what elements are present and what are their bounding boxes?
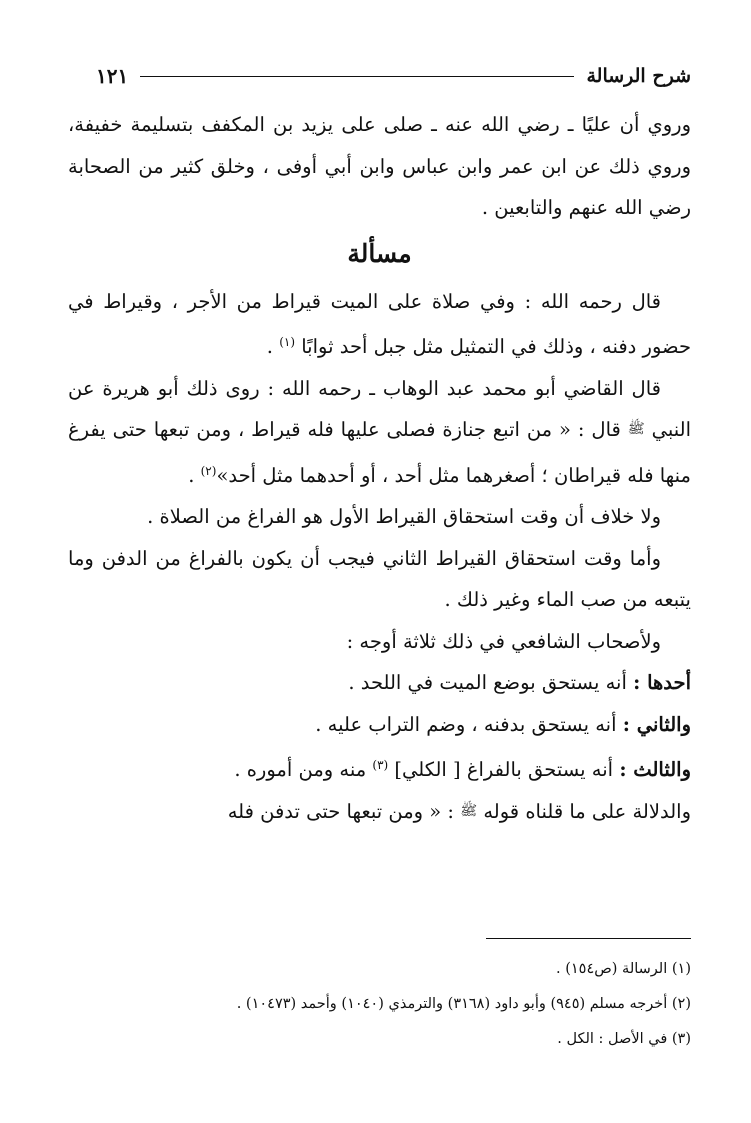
text-line: من الصحابة رضي الله عنهم والتابعين . — [68, 154, 691, 219]
point-text: أنه يستحق بالفراغ [ الكلي] — [394, 758, 614, 781]
paragraph-8 — [68, 704, 691, 746]
text-line: وما يتبعه من صب الماء وغير ذلك . — [68, 546, 691, 611]
footnote-1: (١) الرسالة (ص١٥٤) . — [555, 961, 691, 977]
text-line: حتى يفرغ منها فله قيراطان ؛ أصغرهما مثل أحد ، أو أحدهما مثل — [68, 418, 691, 487]
text-line: قال رحمه الله : وفي صلاة على الميت قيراط من الأجر ، وقيراط في — [68, 289, 661, 313]
text-line: حضور دفنه ، وذلك في التمثيل مثل جبل أحد ثوابًا — [301, 335, 691, 358]
paragraph-9 — [68, 745, 691, 791]
text-line: قال القاضي أبو محمد عبد الوهاب ـ رحمه الله : روى ذلك أبو هريرة — [102, 376, 661, 400]
text-line: عن النبي — [68, 376, 692, 441]
salla-ligature: ﷺ — [460, 802, 478, 819]
text-line: وأما وقت استحقاق القيراط الثاني فيجب أن يكون بالفراغ من الدفن — [101, 546, 661, 570]
text-line: قال : « من اتبع جنازة فصلى عليها فله قيراط ، ومن تبعها — [153, 418, 621, 441]
text-line: . — [188, 463, 195, 487]
salla-ligature: ﷺ — [627, 421, 645, 437]
paragraph-2 — [68, 281, 691, 368]
point-label: والثالث : — [619, 758, 691, 781]
text-line: والدلالة على ما قلناه قوله — [483, 799, 691, 823]
paragraph-6: ولأصحاب الشافعي في ذلك ثلاثة أوجه : — [346, 629, 661, 653]
point-text: منه ومن أموره . — [234, 758, 367, 781]
point-text: أنه يستحق بدفنه ، وضم التراب عليه . — [315, 712, 617, 736]
footnotes — [68, 952, 691, 1057]
footnote-2: (٢) أخرجه مسلم (٩٤٥) وأبو داود (٣١٦٨) والترمذي (١٠٤٠) وأحمد (١٠٤٧٣) . — [236, 996, 691, 1012]
text-line: خفيفة، وروي ذلك عن ابن عمر وابن عباس وابن أبي أوفى ، وخلق كثير — [68, 113, 691, 178]
footnote-3: (٣) في الأصل : الكل . — [557, 1031, 691, 1047]
footnote-ref-2: (٢) — [200, 463, 217, 478]
paragraph-10 — [68, 791, 691, 833]
point-label: والثاني : — [622, 712, 691, 736]
footnote-ref-3: (٣) — [372, 758, 389, 772]
body-text — [68, 104, 691, 832]
section-heading: مسألة — [347, 238, 412, 268]
paragraph-1 — [68, 104, 691, 229]
point-label: أحدها : — [633, 671, 691, 694]
header-title: شرح الرسالة — [586, 65, 691, 87]
point-text: أنه يستحق بوضع الميت في اللحد . — [348, 671, 627, 694]
paragraph-4: ولا خلاف أن وقت استحقاق القيراط الأول هو الفراغ من الصلاة . — [147, 505, 661, 528]
paragraph-3 — [68, 368, 691, 497]
footnote-divider — [486, 938, 691, 939]
running-header — [96, 62, 691, 90]
text-line: . — [266, 335, 273, 358]
text-line: أحد» — [216, 463, 257, 487]
paragraph-5 — [68, 538, 691, 621]
text-line: وروي أن عليًا ـ رضي الله عنه ـ صلى على يزيد بن المكفف بتسليمة — [130, 113, 692, 136]
paragraph-7 — [68, 662, 691, 704]
header-rule — [140, 76, 574, 77]
footnote-ref-1: (١) — [279, 335, 296, 349]
text-line: : « ومن تبعها حتى تدفن فله — [227, 799, 454, 823]
page-number: ١٢١ — [96, 64, 129, 88]
